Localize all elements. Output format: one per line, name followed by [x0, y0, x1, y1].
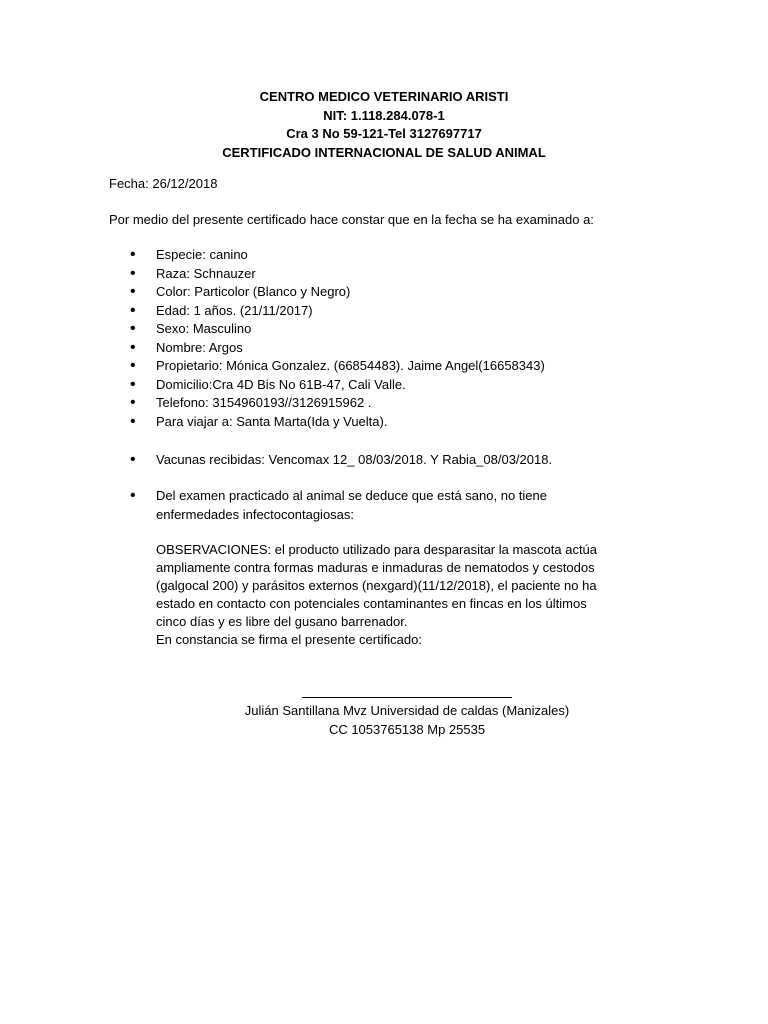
- document-header: [0, 88, 768, 162]
- clinic-nit: NIT: 1.118.284.078-1: [323, 107, 445, 123]
- detail-edad: • Edad: 1 años. (21/11/2017): [109, 302, 545, 321]
- detail-destino: • Para viajar a: Santa Marta(Ida y Vuelta).: [109, 413, 545, 432]
- exam-item: [109, 487, 547, 524]
- animal-details-list: [109, 246, 545, 431]
- detail-raza: • Raza: Schnauzer: [109, 265, 545, 284]
- closing-line: En constancia se firma el presente certificado:: [156, 632, 422, 647]
- exam-list: [109, 487, 547, 524]
- observations-line: (galgocal 200) y parásitos externos (nexgard)(11/12/2018), el paciente no ha: [156, 578, 597, 593]
- intro-paragraph: Por medio del presente certificado hace constar que en la fecha se ha examinado a:: [109, 212, 594, 227]
- observations-paragraph: [156, 541, 656, 649]
- observations-line: cinco días y es libre del gusano barrenador.: [156, 614, 408, 629]
- detail-propietario: • Propietario: Mónica Gonzalez. (66854483). Jaime Angel(16658343): [109, 357, 545, 376]
- detail-domicilio: • Domicilio:Cra 4D Bis No 61B-47, Cali Valle.: [109, 376, 545, 395]
- vaccines-item: • Vacunas recibidas: Vencomax 12_ 08/03/2018. Y Rabia_08/03/2018.: [109, 451, 552, 470]
- signer-id: CC 1053765138 Mp 25535: [328, 721, 486, 737]
- signature-block: [0, 702, 768, 739]
- observations-line: OBSERVACIONES: el producto utilizado para desparasitar la mascota actúa: [156, 542, 598, 557]
- clinic-name: CENTRO MEDICO VETERINARIO ARISTI: [259, 89, 509, 104]
- observations-line: ampliamente contra formas maduras e inmaduras de nematodos y cestodos: [156, 560, 595, 575]
- observations-line: estado en contacto con potenciales contaminantes en fincas en los últimos: [156, 596, 587, 611]
- vaccines-list: [109, 451, 552, 470]
- document-title: CERTIFICADO INTERNACIONAL DE SALUD ANIMAL: [222, 144, 546, 160]
- detail-sexo: • Sexo: Masculino: [109, 320, 545, 339]
- date-line: Fecha: 26/12/2018: [109, 176, 218, 191]
- detail-telefono: • Telefono: 3154960193//3126915962 .: [109, 394, 545, 413]
- clinic-address: Cra 3 No 59-121-Tel 3127697717: [286, 126, 482, 141]
- detail-color: • Color: Particolor (Blanco y Negro): [109, 283, 545, 302]
- exam-line-1: • Del examen practicado al animal se deduce que está sano, no tiene: [156, 488, 547, 503]
- signature-line: [302, 697, 512, 698]
- exam-line-2: enfermedades infectocontagiosas:: [156, 506, 355, 522]
- signer-name: Julián Santillana Mvz Universidad de caldas (Manizales): [244, 703, 570, 718]
- detail-especie: • Especie: canino: [109, 246, 545, 265]
- detail-nombre: • Nombre: Argos: [109, 339, 545, 358]
